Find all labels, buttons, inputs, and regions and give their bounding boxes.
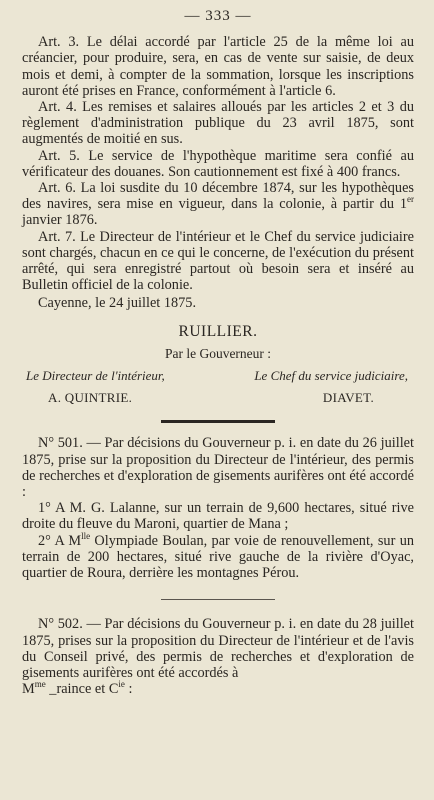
recipient-superscript-2: ie xyxy=(118,679,125,690)
decision-502-recipient xyxy=(22,681,414,697)
signing-date: Cayenne, le 24 juillet 1875. xyxy=(38,295,197,312)
section-divider-thin xyxy=(161,599,275,600)
item-2-superscript: lle xyxy=(81,530,91,541)
recipient-superscript-1: me xyxy=(34,679,46,690)
recipient-text-mid: _raince et C xyxy=(45,681,119,698)
decision-501-item-1: 1° A M. G. Lalanne, sur un terrain de 9,600 hectares, situé rive droite du fleuve du Maroni, quartier de Mana ; xyxy=(22,500,414,533)
signatory-titles xyxy=(22,368,414,384)
page-content xyxy=(22,8,414,697)
title-left: Le Directeur de l'intérieur, xyxy=(26,368,165,384)
decision-501-intro: N° 501. — Par décisions du Gouverneur p. i. en date du 26 juillet 1875, prise sur la proposition du Directeur de l'intérieur, des permis de recherches et d'exploration de gisements aurifères ont été accordé : xyxy=(22,435,414,501)
decision-501-item-2 xyxy=(22,530,414,582)
article-6-text: Art. 6. La loi susdite du 10 décembre 1874, sur les hypothèques des navires, sera mise en vigueur, dans la colonie, à partir du 1 xyxy=(22,180,414,213)
page-number: — 333 — xyxy=(184,8,252,24)
item-2-text: 2° A M xyxy=(38,532,82,549)
article-3: Art. 3. Le délai accordé par l'article 25 de la même loi au créancier, pour produire, sera, en cas de vente sur saisie, de deux mois et demi, à compter de la sommation, lorsque les inscriptions auront été prises en France, conformément à l'article 6. xyxy=(22,34,414,99)
recipient-text-end: : xyxy=(124,681,133,698)
par-le-gouverneur: Par le Gouverneur : xyxy=(164,345,272,361)
decision-502-intro: N° 502. — Par décisions du Gouverneur p. i. en date du 28 juillet 1875, prises sur la proposition du Directeur de l'intérieur et de l'avis du Conseil privé, des permis de recherches et d'exploration de gisements aurifères ont été accordés à xyxy=(22,616,414,681)
recipient-text: M xyxy=(22,681,35,698)
article-6-superscript: er xyxy=(407,194,414,205)
article-7: Art. 7. Le Directeur de l'intérieur et le Chef du service judiciaire sont chargés, chacun en ce qui le concerne, de l'exécution du présent arrêté, qui sera enregistré partout où besoin sera et inséré au Bulletin officiel de la colonie. xyxy=(22,228,414,294)
signatory-names xyxy=(22,390,414,406)
item-2-text-end: Olympiade Boulan, par voie de renouvellement, sur un terrain de 200 hectares, situé rive gauche de la rivière d'Oyac, quartier de Roura, derrière les montagnes Pérou. xyxy=(22,532,414,582)
section-divider-thick xyxy=(161,420,275,423)
title-right: Le Chef du service judiciaire, xyxy=(254,368,408,384)
article-5: Art. 5. Le service de l'hypothèque maritime sera confié au vérificateur des douanes. Son cautionnement est fixé à 400 francs. xyxy=(22,147,414,180)
article-4: Art. 4. Les remises et salaires alloués par les articles 2 et 3 du règlement d'administration publique du 23 avril 1875, sont augmentés de moitié en sus. xyxy=(22,99,414,148)
article-6 xyxy=(22,180,414,229)
name-left: A. QUINTRIE. xyxy=(48,390,133,406)
article-6-text-end: janvier 1876. xyxy=(22,212,98,229)
name-right: DIAVET. xyxy=(322,390,374,406)
governor-signature: RUILLIER. xyxy=(178,322,258,340)
